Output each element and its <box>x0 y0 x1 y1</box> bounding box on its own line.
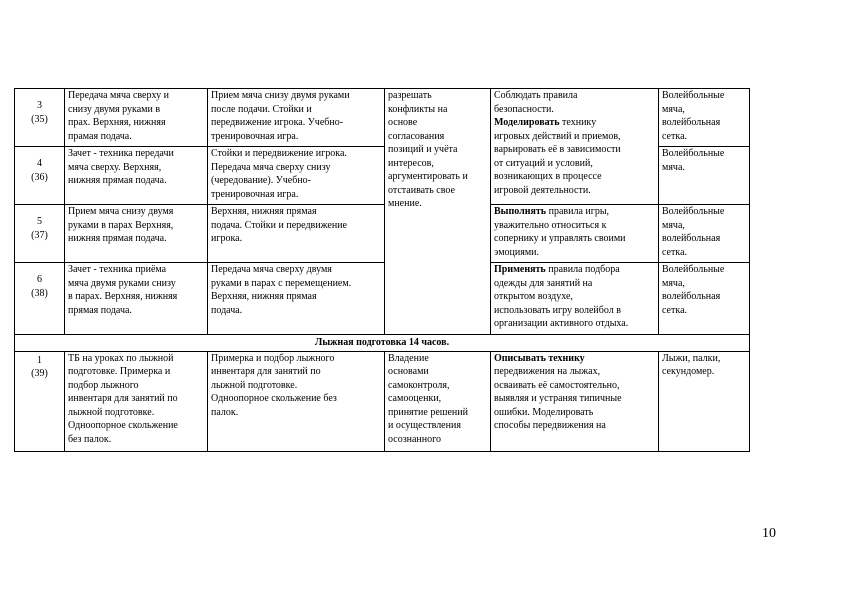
equipment: Волейбольные мяча, волейбольная сетка. <box>659 205 750 263</box>
lesson-number: 1 (39) <box>15 351 65 451</box>
lesson-topic: Зачет - техника приёма мяча двумя руками снизу в парах. Верхняя, нижняя прямая подача. <box>65 263 208 335</box>
lesson-plan-table <box>14 88 750 452</box>
table-row <box>15 205 750 263</box>
lesson-content: Стойки и передвижение игрока. Передача мяча сверху снизу (чередование). Учебно- тренировочная игра. <box>208 147 385 205</box>
lesson-topic: Зачет - техника передачи мяча сверху. Верхняя, нижняя прямая подача. <box>65 147 208 205</box>
student-activity: Применять правила подбора одежды для занятий на открытом воздухе, использовать игру волейбол в организации активного отдыха. <box>491 263 659 335</box>
section-title: Лыжная подготовка 14 часов. <box>15 335 750 352</box>
lesson-content: Прием мяча снизу двумя руками после подачи. Стойки и передвижение игрока. Учебно- тренировочная игра. <box>208 89 385 147</box>
equipment: Волейбольные мяча. <box>659 147 750 205</box>
lesson-topic: ТБ на уроках по лыжной подготовке. Примерка и подбор лыжного инвентаря для занятий по лыжной подготовке. Одноопорное скольжение без палок. <box>65 351 208 451</box>
lesson-number: 3 (35) <box>15 89 65 147</box>
equipment: Лыжи, палки, секундомер. <box>659 351 750 451</box>
table-row <box>15 89 750 147</box>
section-header-row <box>15 335 750 352</box>
page-number: 10 <box>762 526 776 541</box>
lesson-topic: Передача мяча сверху и снизу двумя руками в прах. Верхняя, нижняя прамая подача. <box>65 89 208 147</box>
lesson-number: 4 (36) <box>15 147 65 205</box>
lesson-content: Верхняя, нижняя прямая подача. Стойки и передвижение игрока. <box>208 205 385 263</box>
student-activity: Описывать технику передвижения на лыжах, осваивать её самостоятельно, выявляя и устраняя типичные ошибки. Моделировать способы передвижения на <box>491 351 659 451</box>
table-row <box>15 263 750 335</box>
lesson-content: Примерка и подбор лыжного инвентаря для занятий по лыжной подготовке. Одноопорное скольжение без палок. <box>208 351 385 451</box>
lesson-number: 5 (37) <box>15 205 65 263</box>
lesson-number: 6 (38) <box>15 263 65 335</box>
lesson-topic: Прием мяча снизу двумя руками в парах Верхняя, нижняя прямая подача. <box>65 205 208 263</box>
student-activity: Выполнять правила игры, уважительно относиться к сопернику и управлять своими эмоциями. <box>491 205 659 263</box>
competence-merged: разрешать конфликты на основе согласования позиций и учёта интересов, аргументировать и отстаивать свое мнение. <box>385 89 491 335</box>
table-row <box>15 351 750 451</box>
equipment: Волейбольные мяча, волейбольная сетка. <box>659 263 750 335</box>
lesson-content: Передача мяча сверху двумя руками в парах с перемещением. Верхняя, нижняя прямая подача. <box>208 263 385 335</box>
competence: Владение основами самоконтроля, самооценки, принятие решений и осуществления осознанного <box>385 351 491 451</box>
student-activity: Соблюдать правила безопасности. Моделировать техникy игровых действий и приемов, варьировать её в зависимости от ситуаций и условий, возникающих в процессе игровой деятельности. <box>491 89 659 205</box>
equipment: Волейбольные мяча, волейбольная сетка. <box>659 89 750 147</box>
